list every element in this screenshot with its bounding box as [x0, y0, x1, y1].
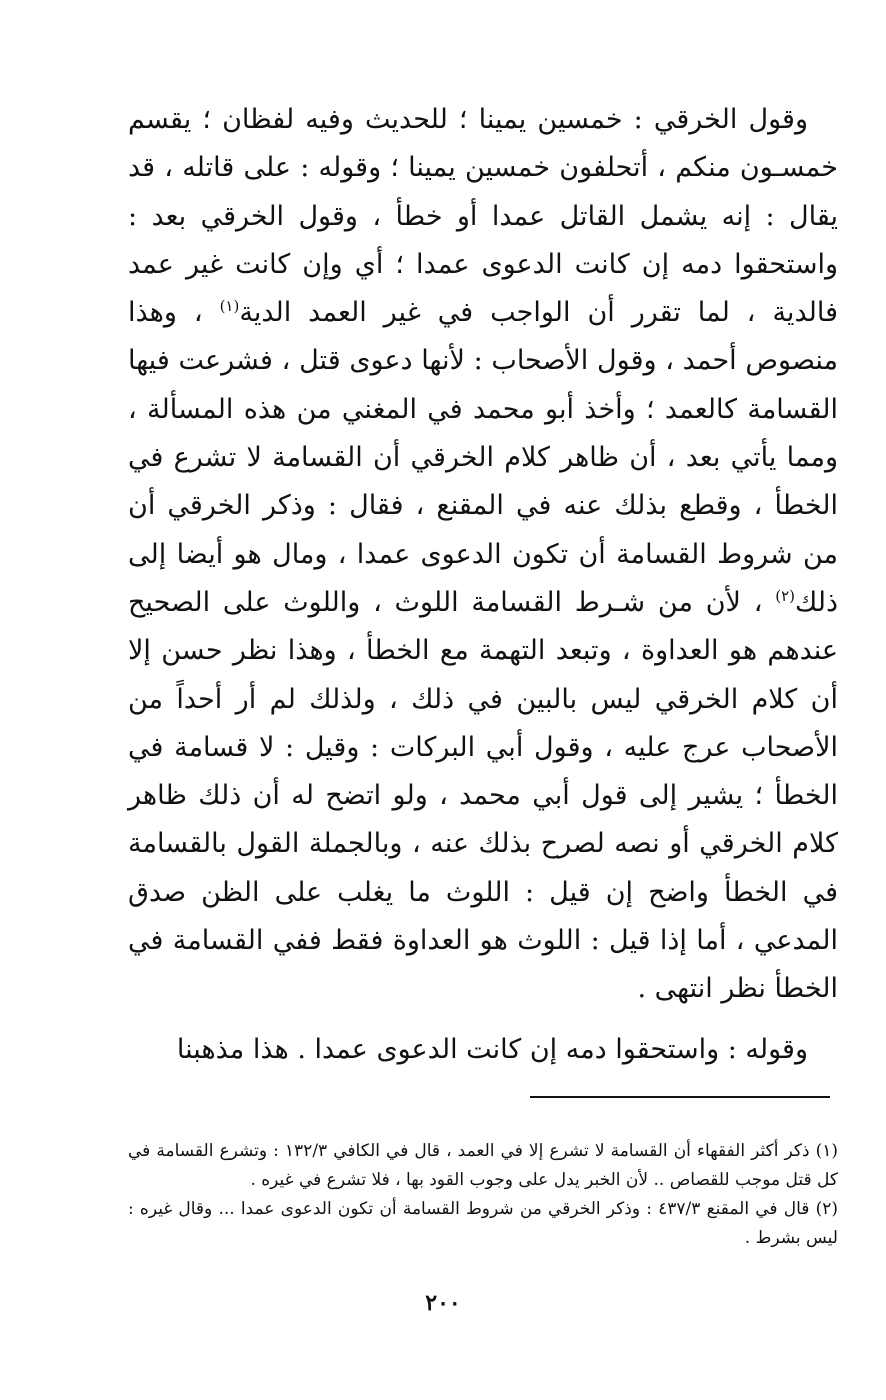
footnotes-block: [128, 1137, 838, 1253]
paragraph-1: [128, 96, 838, 1014]
footnote-ref-2: (٢): [775, 586, 795, 605]
footnote-1: (١) ذكر أكثر الفقهاء أن القسامة لا تشرع إلا في العمد ، قال في الكافي ١٣٢/٣ : وتشرع القسامة في كل قتل موجب للقصاص .. لأن الخبر يدل على وجوب القود بها ، فلا تشرع في غيره .: [128, 1141, 838, 1190]
main-text-block: [128, 96, 838, 1074]
paragraph-2: وقوله : واستحقوا دمه إن كانت الدعوى عمدا . هذا مذهبنا: [176, 1033, 808, 1065]
footnote-ref-1: (١): [219, 297, 240, 316]
footnote-separator: [530, 1096, 830, 1098]
footnote-2: (٢) قال في المقنع ٤٣٧/٣ : وذكر الخرقي من شروط القسامة أن تكون الدعوى عمدا ... وقال غيره : ليس بشرط .: [128, 1199, 838, 1248]
paragraph-1-part-b: ، وهذا منصوص أحمد ، وقول الأصحاب : لأنها دعوى قتل ، فشرعت فيها القسامة كالعمد ؛ وأخذ أبو محمد في المغني من هذه المسألة ، ومما يأتي بعد ، أن ظاهر كلام الخرقي أن القسامة لا تشرع في الخطأ ، وقطع بذلك عنه في المقنع ، فقال : وذكر الخرقي أن من شروط القسامة أن تكون الدعوى عمدا ، ومال هو أيضا إلى ذلك: [128, 297, 838, 618]
paragraph-1-part-a: وقول الخرقي : خمسين يمينا ؛ للحديث وفيه لفظان ؛ يقسم خمسـون منكم ، أتحلفون خمسين يمينا ؛ وقوله : على قاتله ، قد يقال : إنه يشمل القاتل عمدا أو خطأ ، وقول الخرقي بعد : واستحقوا دمه إن كانت الدعوى عمدا ؛ أي وإن كانت غير عمد فالدية ، لما تقرر أن الواجب في غير العمد الدية: [128, 104, 838, 329]
paragraph-1-part-c: ، لأن من شـرط القسامة اللوث ، واللوث على الصحيح عندهم هو العداوة ، وتبعد التهمة مع الخطأ ، وهذا نظر حسن إلا أن كلام الخرقي ليس بالبين في ذلك ، ولذلك لم أر أحداً من الأصحاب عرج عليه ، وقول أبي البركات : وقيل : لا قسامة في الخطأ ؛ يشير إلى قول أبي محمد ، ولو اتضح له أن ذلك ظاهر كلام الخرقي أو نصه لصرح بذلك عنه ، وبالجملة القول بالقسامة في الخطأ واضح إن قيل : اللوث ما يغلب على الظن صدق المدعي ، أما إذا قيل : اللوث هو العداوة فقط ففي القسامة في الخطأ نظر انتهى .: [128, 586, 838, 1005]
page-number: ٢٠٠: [425, 1290, 461, 1316]
